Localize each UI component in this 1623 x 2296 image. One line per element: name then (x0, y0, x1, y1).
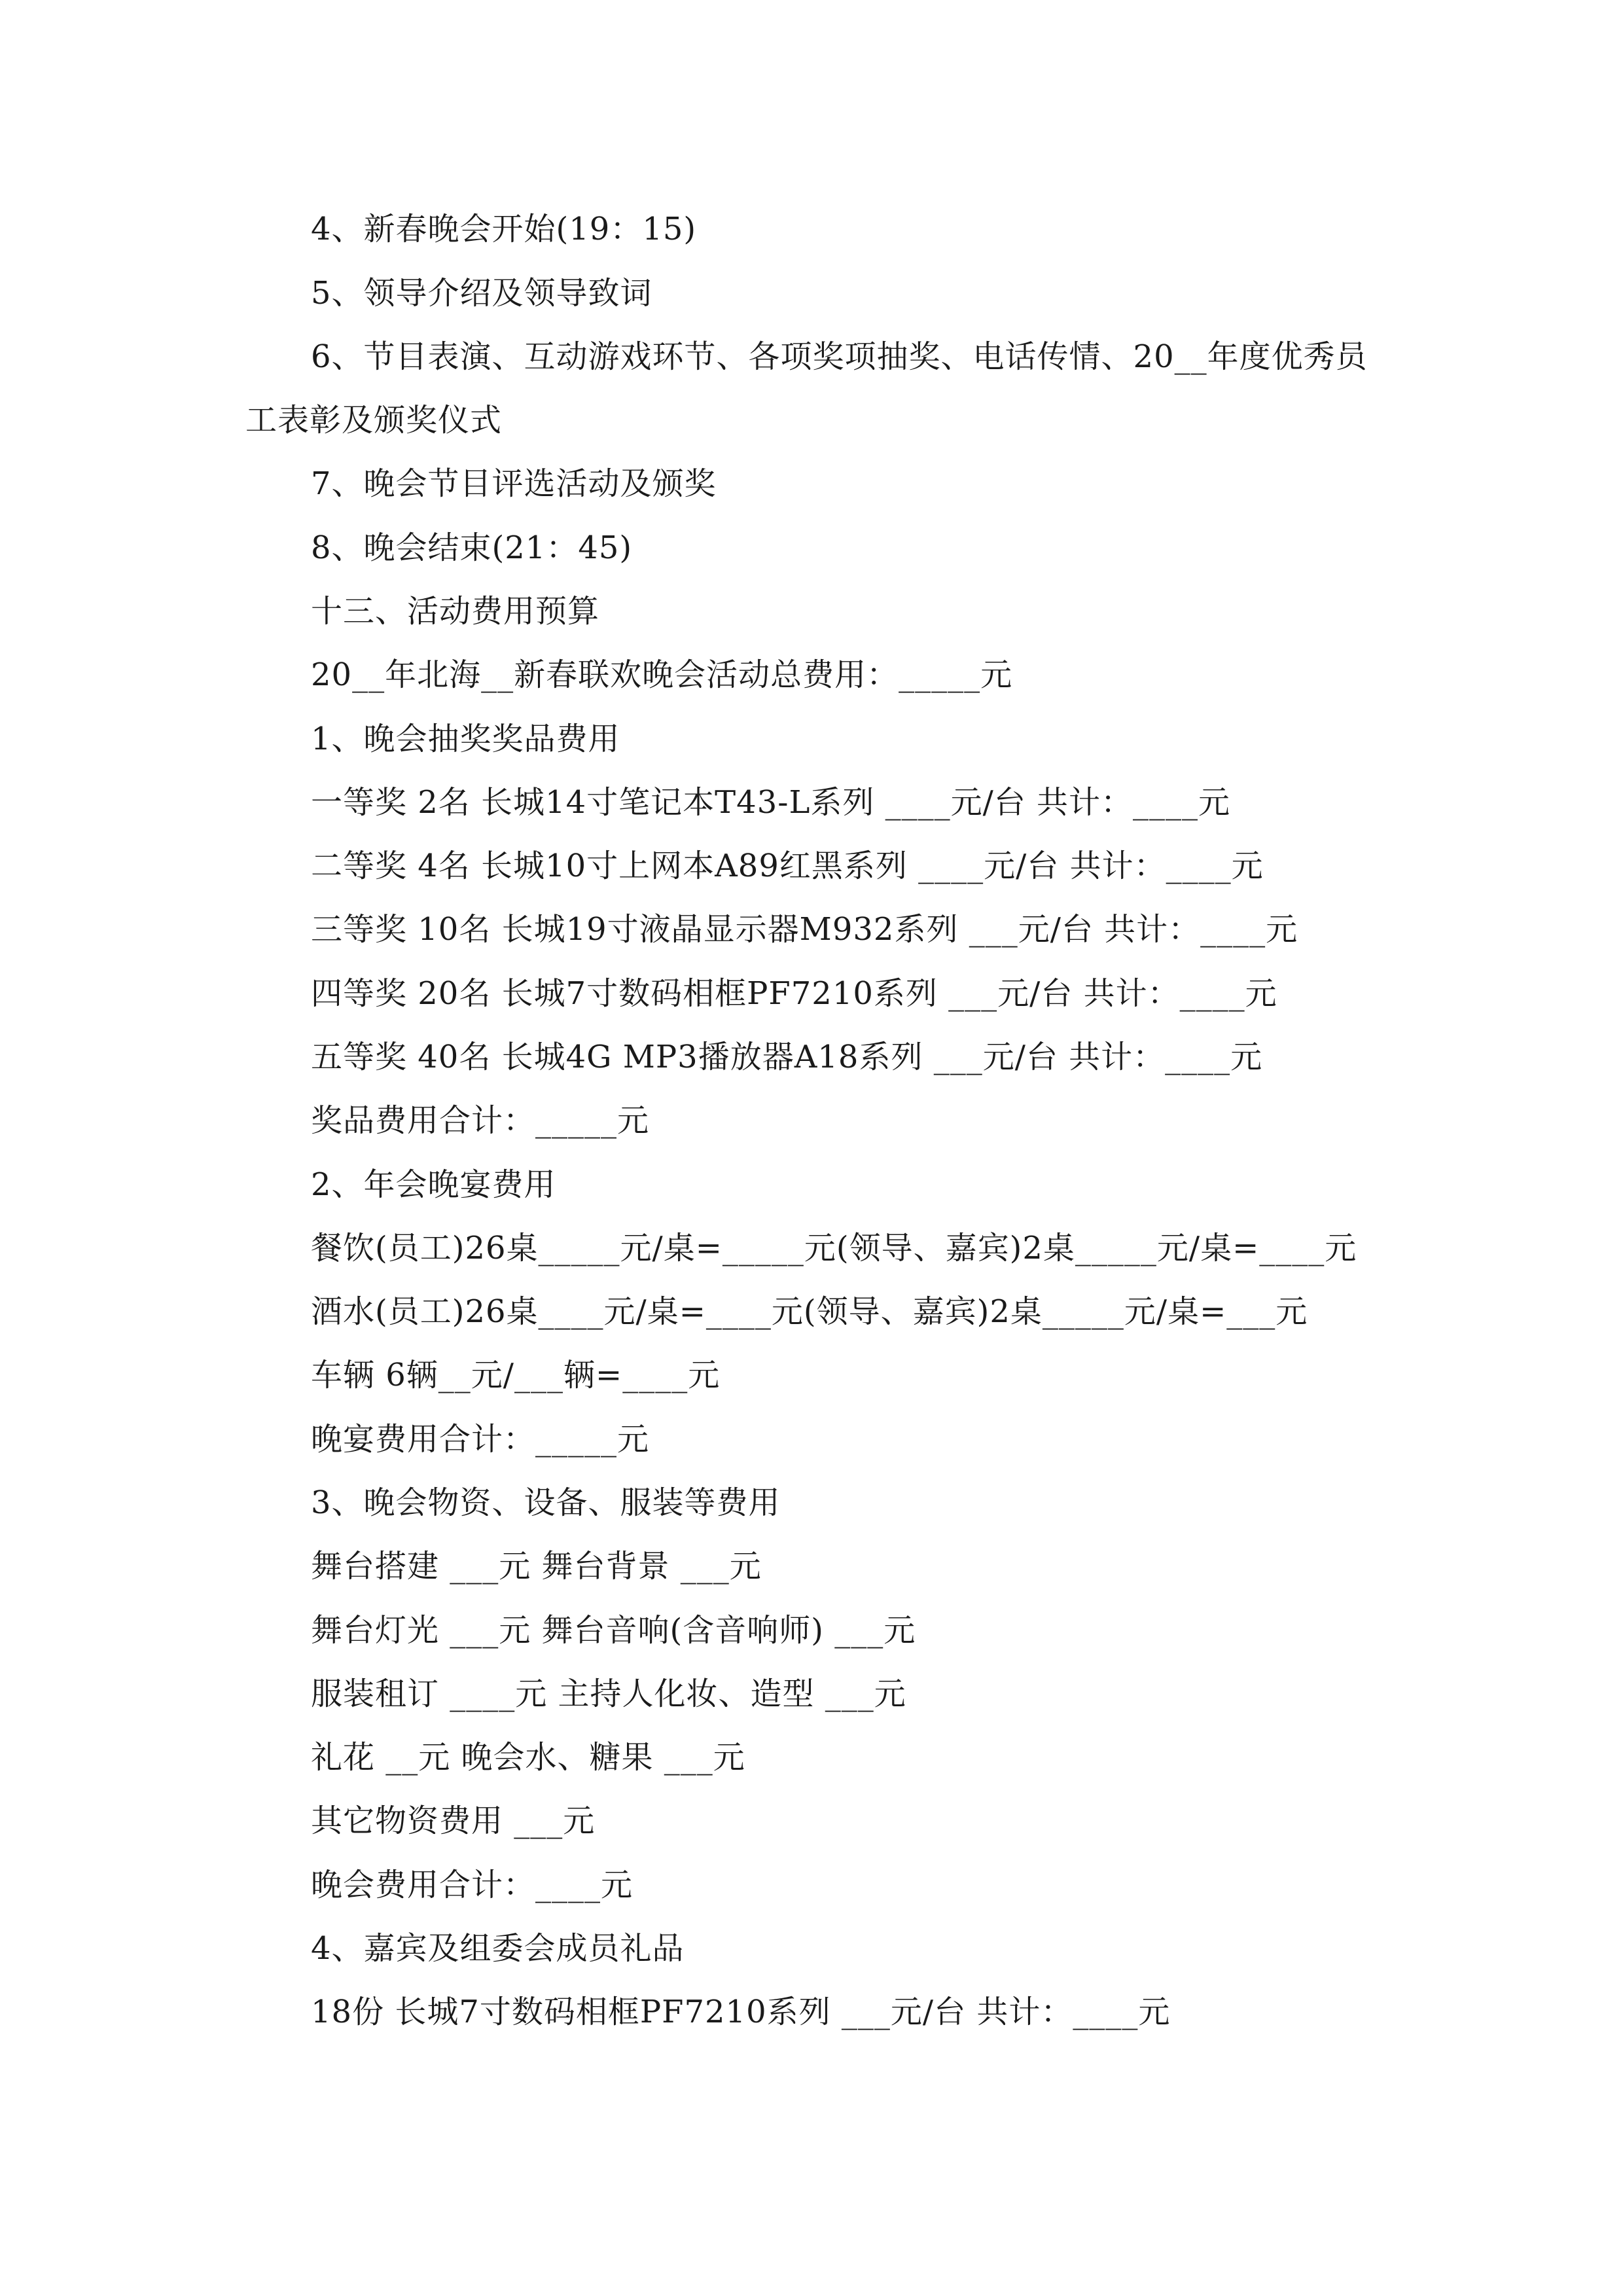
subsection-banquet-costs: 2、年会晚宴费用 (311, 1166, 556, 1203)
banquet-catering: 餐饮(员工)26桌_____元/桌=_____元(领导、嘉宾)2桌_____元/桌=____元 (311, 1230, 1357, 1266)
agenda-item-5: 5、领导介绍及领导致词 (311, 275, 652, 312)
agenda-item-6-continued: 工表彰及颁奖仪式 (245, 402, 503, 439)
section-heading-budget: 十三、活动费用预算 (311, 593, 600, 630)
subsection-materials-costs: 3、晚会物资、设备、服装等费用 (311, 1484, 781, 1521)
agenda-item-4: 4、新春晚会开始(19：15) (311, 211, 697, 247)
materials-lighting-audio: 舞台灯光 ___元 舞台音响(含音响师) ___元 (311, 1612, 916, 1649)
subsection-gifts: 4、嘉宾及组委会成员礼品 (311, 1930, 685, 1967)
materials-other: 其它物资费用 ___元 (311, 1803, 596, 1839)
materials-subtotal: 晚会费用合计：____元 (311, 1867, 633, 1903)
agenda-item-7: 7、晚会节目评选活动及颁奖 (311, 465, 717, 502)
prize-subtotal: 奖品费用合计：_____元 (311, 1102, 650, 1139)
prize-third: 三等奖 10名 长城19寸液晶显示器M932系列 ___元/台 共计：____元 (311, 911, 1298, 948)
banquet-vehicles: 车辆 6辆__元/___辆=____元 (311, 1357, 721, 1393)
banquet-subtotal: 晚宴费用合计：_____元 (311, 1421, 650, 1458)
prize-second: 二等奖 4名 长城10寸上网本A89红黑系列 ____元/台 共计：____元 (311, 848, 1264, 884)
banquet-drinks: 酒水(员工)26桌____元/桌=____元(领导、嘉宾)2桌_____元/桌=___元 (311, 1293, 1308, 1330)
total-budget-line: 20__年北海__新春联欢晚会活动总费用：_____元 (311, 656, 1013, 693)
materials-costume-makeup: 服装租订 ____元 主持人化妆、造型 ___元 (311, 1676, 906, 1712)
prize-fourth: 四等奖 20名 长城7寸数码相框PF7210系列 ___元/台 共计：____元 (311, 975, 1277, 1012)
agenda-item-8: 8、晚会结束(21：45) (311, 529, 633, 566)
materials-fireworks-snacks: 礼花 __元 晚会水、糖果 ___元 (311, 1739, 745, 1776)
materials-stage: 舞台搭建 ___元 舞台背景 ___元 (311, 1548, 762, 1585)
subsection-prize-costs: 1、晚会抽奖奖品费用 (311, 721, 620, 757)
gifts-photo-frames: 18份 长城7寸数码相框PF7210系列 ___元/台 共计：____元 (311, 1994, 1171, 2030)
prize-first: 一等奖 2名 长城14寸笔记本T43-L系列 ____元/台 共计：____元 (311, 784, 1231, 821)
prize-fifth: 五等奖 40名 长城4G MP3播放器A18系列 ___元/台 共计：____元 (311, 1039, 1263, 1075)
agenda-item-6: 6、节目表演、互动游戏环节、各项奖项抽奖、电话传情、20__年度优秀员 (311, 338, 1368, 375)
